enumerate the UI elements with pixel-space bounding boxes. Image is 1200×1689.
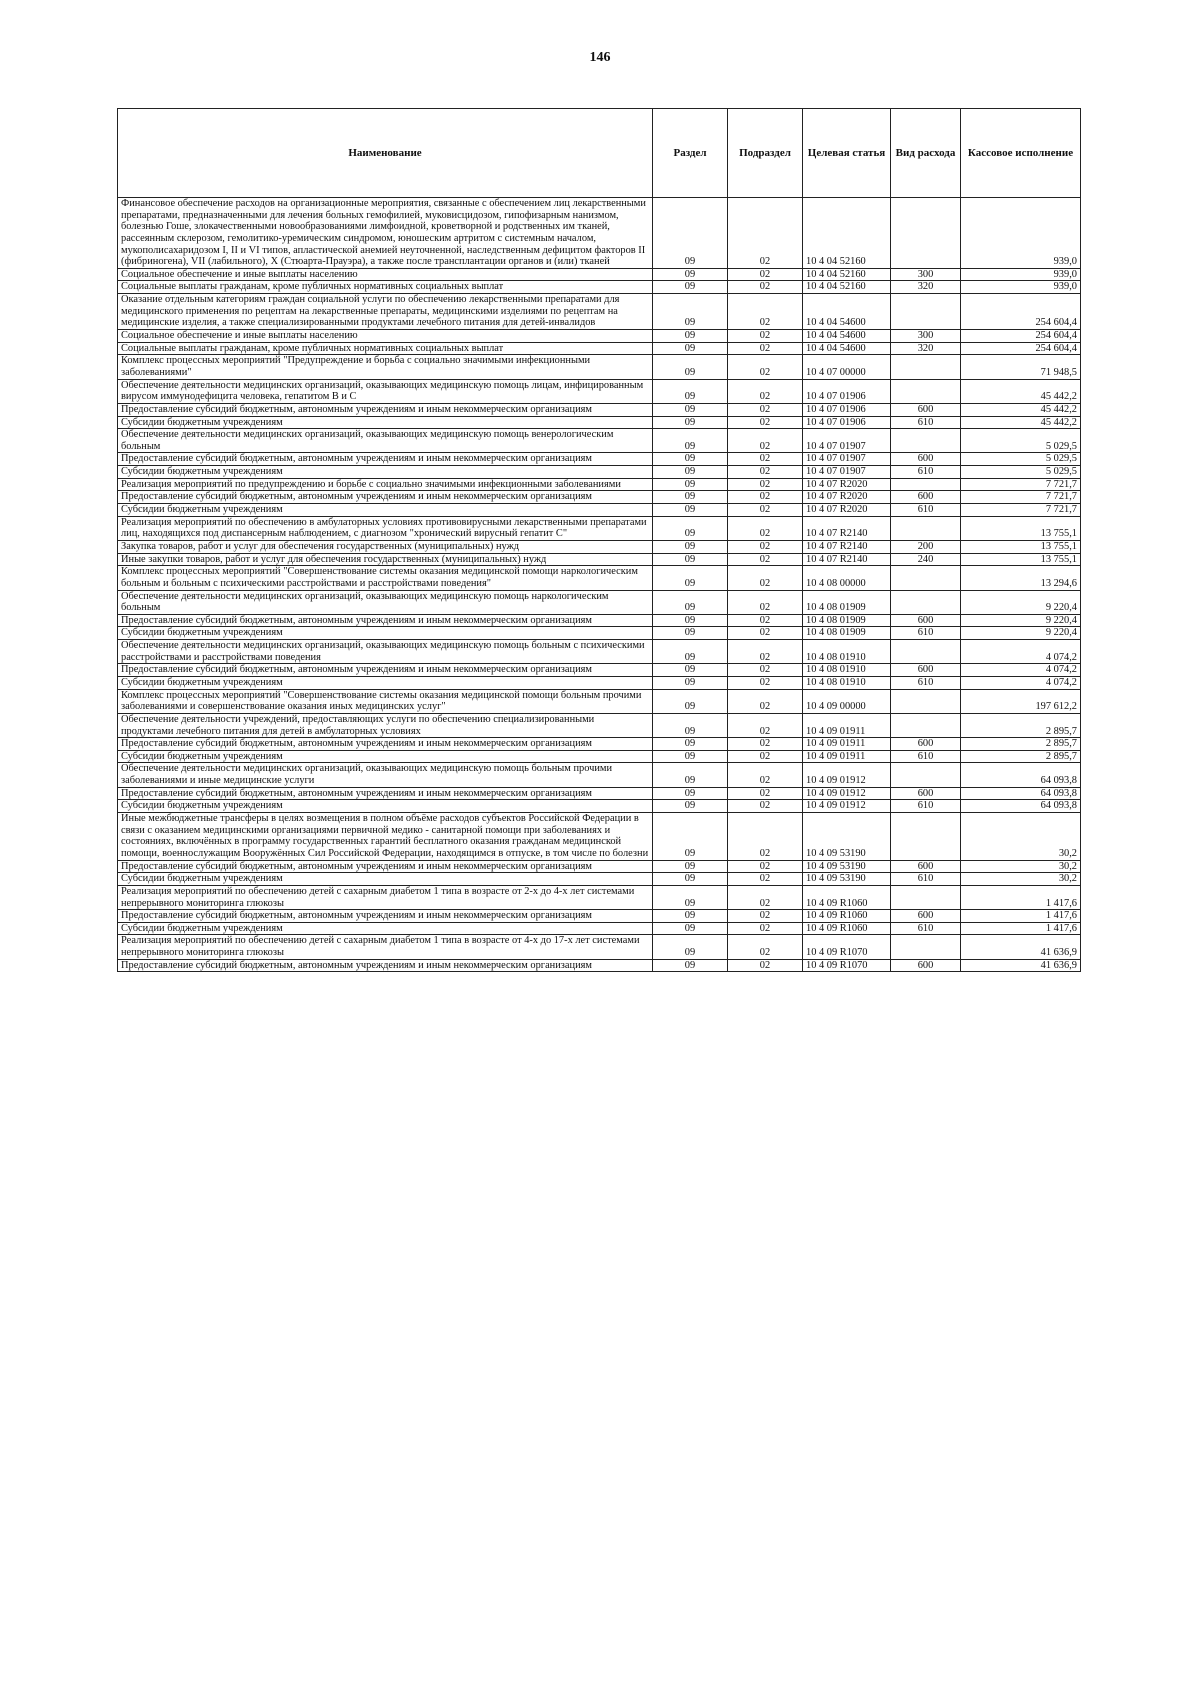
row-name: Предоставление субсидий бюджетным, автономным учреждениям и иным некоммерческим организациям bbox=[118, 614, 653, 627]
row-expense-type: 300 bbox=[891, 330, 961, 343]
row-subsection: 02 bbox=[728, 504, 803, 517]
row-target-line: 10 4 08 01910 bbox=[803, 640, 891, 664]
row-expense-type bbox=[891, 294, 961, 330]
row-section: 09 bbox=[653, 268, 728, 281]
row-expense-type bbox=[891, 689, 961, 713]
row-target-line: 10 4 09 R1070 bbox=[803, 959, 891, 972]
row-target-line: 10 4 09 01911 bbox=[803, 738, 891, 751]
table-row bbox=[118, 590, 1081, 614]
row-section: 09 bbox=[653, 763, 728, 787]
row-section: 09 bbox=[653, 294, 728, 330]
table-row bbox=[118, 750, 1081, 763]
row-expense-type: 320 bbox=[891, 281, 961, 294]
row-subsection: 02 bbox=[728, 800, 803, 813]
row-expense-type: 200 bbox=[891, 540, 961, 553]
row-subsection: 02 bbox=[728, 873, 803, 886]
table-row bbox=[118, 713, 1081, 737]
header-subsection: Подраздел bbox=[728, 109, 803, 198]
row-section: 09 bbox=[653, 416, 728, 429]
row-amount: 5 029,5 bbox=[961, 429, 1081, 453]
row-name: Комплекс процессных мероприятий "Предупреждение и борьба с социально значимыми инфекционными заболеваниями" bbox=[118, 355, 653, 379]
row-name: Закупка товаров, работ и услуг для обеспечения государственных (муниципальных) нужд bbox=[118, 540, 653, 553]
row-amount: 30,2 bbox=[961, 873, 1081, 886]
row-section: 09 bbox=[653, 800, 728, 813]
header-section: Раздел bbox=[653, 109, 728, 198]
row-amount: 13 755,1 bbox=[961, 516, 1081, 540]
row-target-line: 10 4 08 01909 bbox=[803, 614, 891, 627]
row-name: Реализация мероприятий по обеспечению в амбулаторных условиях противовирусными лекарственными препаратами лиц, находящихся под диспансерным наблюдением, с диагнозом "хронический вирусный гепатит C" bbox=[118, 516, 653, 540]
row-name: Социальное обеспечение и иные выплаты населению bbox=[118, 330, 653, 343]
row-subsection: 02 bbox=[728, 959, 803, 972]
row-target-line: 10 4 07 01906 bbox=[803, 403, 891, 416]
row-subsection: 02 bbox=[728, 379, 803, 403]
row-name: Реализация мероприятий по обеспечению детей с сахарным диабетом 1 типа в возрасте от 2-х до 4-х лет системами непрерывного мониторинга глюкозы bbox=[118, 885, 653, 909]
row-target-line: 10 4 09 53190 bbox=[803, 873, 891, 886]
row-amount: 71 948,5 bbox=[961, 355, 1081, 379]
row-subsection: 02 bbox=[728, 268, 803, 281]
row-subsection: 02 bbox=[728, 491, 803, 504]
row-subsection: 02 bbox=[728, 787, 803, 800]
row-amount: 4 074,2 bbox=[961, 664, 1081, 677]
row-target-line: 10 4 04 54600 bbox=[803, 294, 891, 330]
row-target-line: 10 4 09 53190 bbox=[803, 860, 891, 873]
row-expense-type: 600 bbox=[891, 614, 961, 627]
row-target-line: 10 4 09 R1060 bbox=[803, 885, 891, 909]
row-amount: 939,0 bbox=[961, 268, 1081, 281]
row-expense-type: 600 bbox=[891, 910, 961, 923]
row-expense-type: 610 bbox=[891, 676, 961, 689]
row-section: 09 bbox=[653, 935, 728, 959]
row-expense-type bbox=[891, 813, 961, 861]
row-subsection: 02 bbox=[728, 516, 803, 540]
table-row bbox=[118, 416, 1081, 429]
row-subsection: 02 bbox=[728, 294, 803, 330]
table-row bbox=[118, 640, 1081, 664]
table-row bbox=[118, 614, 1081, 627]
table-row bbox=[118, 935, 1081, 959]
row-subsection: 02 bbox=[728, 198, 803, 269]
row-section: 09 bbox=[653, 922, 728, 935]
header-expense-type: Вид расхода bbox=[891, 109, 961, 198]
table-row bbox=[118, 910, 1081, 923]
row-section: 09 bbox=[653, 813, 728, 861]
table-row bbox=[118, 553, 1081, 566]
header-name: Наименование bbox=[118, 109, 653, 198]
row-name: Обеспечение деятельности медицинских организаций, оказывающих медицинскую помощь лицам, инфицированным вирусом иммунодефицита человека, гепатитом B и C bbox=[118, 379, 653, 403]
row-amount: 197 612,2 bbox=[961, 689, 1081, 713]
row-name: Иные межбюджетные трансферы в целях возмещения в полном объёме расходов субъектов Российской Федерации в связи с оказанием медицинскими организациями первичной медико - санитарной помощи при заболеваниях и состояниях, включённых в программу государственных гарантий бесплатного оказания гражданам медицинской помощи, военнослужащим Вооружённых Сил Российской Федерации, находящимся в отпуске, в том числе по болезни bbox=[118, 813, 653, 861]
row-section: 09 bbox=[653, 478, 728, 491]
row-name: Обеспечение деятельности медицинских организаций, оказывающих медицинскую помощь больным прочими заболеваниями и иные медицинские услуги bbox=[118, 763, 653, 787]
row-amount: 41 636,9 bbox=[961, 935, 1081, 959]
row-target-line: 10 4 08 00000 bbox=[803, 566, 891, 590]
row-name: Субсидии бюджетным учреждениям bbox=[118, 800, 653, 813]
row-expense-type bbox=[891, 429, 961, 453]
row-amount: 4 074,2 bbox=[961, 676, 1081, 689]
row-target-line: 10 4 09 01911 bbox=[803, 750, 891, 763]
header-cash-execution: Кассовое исполнение bbox=[961, 109, 1081, 198]
row-expense-type: 600 bbox=[891, 787, 961, 800]
row-expense-type bbox=[891, 566, 961, 590]
row-section: 09 bbox=[653, 590, 728, 614]
row-section: 09 bbox=[653, 330, 728, 343]
table-row bbox=[118, 281, 1081, 294]
row-subsection: 02 bbox=[728, 453, 803, 466]
row-section: 09 bbox=[653, 379, 728, 403]
row-amount: 9 220,4 bbox=[961, 614, 1081, 627]
table-body bbox=[118, 198, 1081, 972]
table-row bbox=[118, 478, 1081, 491]
row-name: Субсидии бюджетным учреждениям bbox=[118, 922, 653, 935]
row-subsection: 02 bbox=[728, 540, 803, 553]
row-target-line: 10 4 07 R2020 bbox=[803, 504, 891, 517]
row-expense-type: 610 bbox=[891, 466, 961, 479]
row-section: 09 bbox=[653, 504, 728, 517]
row-target-line: 10 4 07 00000 bbox=[803, 355, 891, 379]
row-subsection: 02 bbox=[728, 614, 803, 627]
row-expense-type: 240 bbox=[891, 553, 961, 566]
row-amount: 13 294,6 bbox=[961, 566, 1081, 590]
row-expense-type bbox=[891, 640, 961, 664]
row-name: Социальные выплаты гражданам, кроме публичных нормативных социальных выплат bbox=[118, 281, 653, 294]
row-name: Реализация мероприятий по обеспечению детей с сахарным диабетом 1 типа в возрасте от 4-х до 17-х лет системами непрерывного мониторинга глюкозы bbox=[118, 935, 653, 959]
table-row bbox=[118, 676, 1081, 689]
row-expense-type: 610 bbox=[891, 416, 961, 429]
row-target-line: 10 4 07 R2020 bbox=[803, 478, 891, 491]
row-name: Предоставление субсидий бюджетным, автономным учреждениям и иным некоммерческим организациям bbox=[118, 787, 653, 800]
row-subsection: 02 bbox=[728, 355, 803, 379]
row-name: Субсидии бюджетным учреждениям bbox=[118, 750, 653, 763]
row-name: Реализация мероприятий по предупреждению и борьбе с социально значимыми инфекционными заболеваниями bbox=[118, 478, 653, 491]
row-section: 09 bbox=[653, 689, 728, 713]
row-name: Обеспечение деятельности медицинских организаций, оказывающих медицинскую помощь венерологическим больным bbox=[118, 429, 653, 453]
row-subsection: 02 bbox=[728, 416, 803, 429]
row-expense-type: 300 bbox=[891, 268, 961, 281]
table-row bbox=[118, 566, 1081, 590]
row-amount: 13 755,1 bbox=[961, 553, 1081, 566]
row-amount: 2 895,7 bbox=[961, 738, 1081, 751]
table-row bbox=[118, 342, 1081, 355]
row-target-line: 10 4 07 01907 bbox=[803, 453, 891, 466]
row-target-line: 10 4 09 R1070 bbox=[803, 935, 891, 959]
row-target-line: 10 4 04 54600 bbox=[803, 342, 891, 355]
row-expense-type bbox=[891, 935, 961, 959]
table-row bbox=[118, 453, 1081, 466]
row-amount: 254 604,4 bbox=[961, 330, 1081, 343]
row-section: 09 bbox=[653, 614, 728, 627]
row-expense-type: 600 bbox=[891, 403, 961, 416]
row-section: 09 bbox=[653, 355, 728, 379]
row-expense-type bbox=[891, 198, 961, 269]
row-name: Обеспечение деятельности медицинских организаций, оказывающих медицинскую помощь наркологическим больным bbox=[118, 590, 653, 614]
row-section: 09 bbox=[653, 491, 728, 504]
row-target-line: 10 4 07 01906 bbox=[803, 416, 891, 429]
row-section: 09 bbox=[653, 959, 728, 972]
row-amount: 9 220,4 bbox=[961, 590, 1081, 614]
row-section: 09 bbox=[653, 885, 728, 909]
table-row bbox=[118, 664, 1081, 677]
row-section: 09 bbox=[653, 342, 728, 355]
row-section: 09 bbox=[653, 640, 728, 664]
row-section: 09 bbox=[653, 281, 728, 294]
row-target-line: 10 4 07 R2020 bbox=[803, 491, 891, 504]
budget-execution-table bbox=[117, 108, 1081, 972]
row-amount: 45 442,2 bbox=[961, 403, 1081, 416]
row-name: Комплекс процессных мероприятий "Совершенствование системы оказания медицинской помощи больным прочими заболеваниями и совершенствование оказания иных медицинских услуг" bbox=[118, 689, 653, 713]
row-target-line: 10 4 09 53190 bbox=[803, 813, 891, 861]
row-target-line: 10 4 09 01912 bbox=[803, 763, 891, 787]
row-subsection: 02 bbox=[728, 664, 803, 677]
row-amount: 1 417,6 bbox=[961, 910, 1081, 923]
row-expense-type bbox=[891, 516, 961, 540]
row-section: 09 bbox=[653, 566, 728, 590]
row-target-line: 10 4 09 01911 bbox=[803, 713, 891, 737]
page-number: 146 bbox=[589, 50, 611, 65]
row-amount: 7 721,7 bbox=[961, 504, 1081, 517]
row-subsection: 02 bbox=[728, 627, 803, 640]
row-amount: 939,0 bbox=[961, 281, 1081, 294]
table-row bbox=[118, 268, 1081, 281]
row-amount: 30,2 bbox=[961, 860, 1081, 873]
row-expense-type: 600 bbox=[891, 491, 961, 504]
table-row bbox=[118, 516, 1081, 540]
row-name: Предоставление субсидий бюджетным, автономным учреждениям и иным некоммерческим организациям bbox=[118, 664, 653, 677]
row-target-line: 10 4 07 R2140 bbox=[803, 553, 891, 566]
row-target-line: 10 4 04 52160 bbox=[803, 268, 891, 281]
row-section: 09 bbox=[653, 664, 728, 677]
row-amount: 4 074,2 bbox=[961, 640, 1081, 664]
table-row bbox=[118, 959, 1081, 972]
table-row bbox=[118, 198, 1081, 269]
row-subsection: 02 bbox=[728, 910, 803, 923]
row-section: 09 bbox=[653, 516, 728, 540]
row-section: 09 bbox=[653, 910, 728, 923]
table-row bbox=[118, 540, 1081, 553]
row-name: Предоставление субсидий бюджетным, автономным учреждениям и иным некоммерческим организациям bbox=[118, 860, 653, 873]
row-amount: 9 220,4 bbox=[961, 627, 1081, 640]
table-row bbox=[118, 403, 1081, 416]
row-target-line: 10 4 07 R2140 bbox=[803, 540, 891, 553]
row-name: Предоставление субсидий бюджетным, автономным учреждениям и иным некоммерческим организациям bbox=[118, 910, 653, 923]
row-subsection: 02 bbox=[728, 553, 803, 566]
table-row bbox=[118, 627, 1081, 640]
row-amount: 939,0 bbox=[961, 198, 1081, 269]
row-amount: 7 721,7 bbox=[961, 478, 1081, 491]
row-name: Предоставление субсидий бюджетным, автономным учреждениям и иным некоммерческим организациям bbox=[118, 453, 653, 466]
row-amount: 2 895,7 bbox=[961, 750, 1081, 763]
row-section: 09 bbox=[653, 873, 728, 886]
row-target-line: 10 4 08 01909 bbox=[803, 627, 891, 640]
row-subsection: 02 bbox=[728, 330, 803, 343]
row-expense-type: 610 bbox=[891, 750, 961, 763]
row-expense-type bbox=[891, 478, 961, 491]
row-subsection: 02 bbox=[728, 885, 803, 909]
table-row bbox=[118, 763, 1081, 787]
row-name: Субсидии бюджетным учреждениям bbox=[118, 466, 653, 479]
row-amount: 45 442,2 bbox=[961, 379, 1081, 403]
row-expense-type bbox=[891, 379, 961, 403]
row-target-line: 10 4 09 00000 bbox=[803, 689, 891, 713]
row-section: 09 bbox=[653, 627, 728, 640]
table-row bbox=[118, 294, 1081, 330]
row-name: Субсидии бюджетным учреждениям bbox=[118, 416, 653, 429]
table-row bbox=[118, 813, 1081, 861]
row-name: Предоставление субсидий бюджетным, автономным учреждениям и иным некоммерческим организациям bbox=[118, 403, 653, 416]
row-expense-type: 610 bbox=[891, 800, 961, 813]
table-row bbox=[118, 379, 1081, 403]
row-name: Финансовое обеспечение расходов на организационные мероприятия, связанные с обеспечением лиц лекарственными препаратами, предназначенными для лечения больных гемофилией, муковисцидозом, гипофизарным нанизмом, болезнью Гоше, злокачественными новообразованиями лимфоидной, кроветворной и родственных им тканей, рассеянным склерозом, гемолитико-уремическим синдромом, юношеским артритом с системным началом, мукополисахаридозом I, II и VI типов, апластической анемией неуточненной, наследственным дефицитом факторов II (фибриногена), VII (лабильного), X (Стюарта-Прауэра), а также после трансплантации органов и (или) тканей bbox=[118, 198, 653, 269]
row-subsection: 02 bbox=[728, 689, 803, 713]
row-amount: 1 417,6 bbox=[961, 885, 1081, 909]
table-row bbox=[118, 787, 1081, 800]
table-row bbox=[118, 330, 1081, 343]
table-header-row bbox=[118, 109, 1081, 198]
row-target-line: 10 4 07 R2140 bbox=[803, 516, 891, 540]
row-target-line: 10 4 07 01907 bbox=[803, 429, 891, 453]
table-row bbox=[118, 355, 1081, 379]
row-target-line: 10 4 09 01912 bbox=[803, 787, 891, 800]
row-name: Субсидии бюджетным учреждениям bbox=[118, 676, 653, 689]
row-target-line: 10 4 08 01910 bbox=[803, 664, 891, 677]
row-target-line: 10 4 07 01907 bbox=[803, 466, 891, 479]
row-target-line: 10 4 09 R1060 bbox=[803, 922, 891, 935]
row-name: Социальные выплаты гражданам, кроме публичных нормативных социальных выплат bbox=[118, 342, 653, 355]
row-expense-type: 600 bbox=[891, 664, 961, 677]
table-row bbox=[118, 885, 1081, 909]
row-subsection: 02 bbox=[728, 750, 803, 763]
row-expense-type: 320 bbox=[891, 342, 961, 355]
row-subsection: 02 bbox=[728, 860, 803, 873]
row-subsection: 02 bbox=[728, 466, 803, 479]
table-row bbox=[118, 800, 1081, 813]
row-subsection: 02 bbox=[728, 935, 803, 959]
table-row bbox=[118, 860, 1081, 873]
row-expense-type bbox=[891, 885, 961, 909]
row-amount: 5 029,5 bbox=[961, 466, 1081, 479]
row-section: 09 bbox=[653, 540, 728, 553]
row-subsection: 02 bbox=[728, 763, 803, 787]
row-section: 09 bbox=[653, 860, 728, 873]
row-subsection: 02 bbox=[728, 640, 803, 664]
row-target-line: 10 4 04 52160 bbox=[803, 281, 891, 294]
row-subsection: 02 bbox=[728, 403, 803, 416]
row-amount: 41 636,9 bbox=[961, 959, 1081, 972]
row-target-line: 10 4 09 R1060 bbox=[803, 910, 891, 923]
row-amount: 5 029,5 bbox=[961, 453, 1081, 466]
row-amount: 64 093,8 bbox=[961, 763, 1081, 787]
row-section: 09 bbox=[653, 553, 728, 566]
row-expense-type: 600 bbox=[891, 738, 961, 751]
table-row bbox=[118, 922, 1081, 935]
row-amount: 2 895,7 bbox=[961, 713, 1081, 737]
row-name: Иные закупки товаров, работ и услуг для обеспечения государственных (муниципальных) нужд bbox=[118, 553, 653, 566]
row-target-line: 10 4 08 01910 bbox=[803, 676, 891, 689]
row-amount: 7 721,7 bbox=[961, 491, 1081, 504]
row-name: Субсидии бюджетным учреждениям bbox=[118, 873, 653, 886]
row-target-line: 10 4 07 01906 bbox=[803, 379, 891, 403]
row-name: Предоставление субсидий бюджетным, автономным учреждениям и иным некоммерческим организациям bbox=[118, 959, 653, 972]
row-name: Предоставление субсидий бюджетным, автономным учреждениям и иным некоммерческим организациям bbox=[118, 738, 653, 751]
row-amount: 13 755,1 bbox=[961, 540, 1081, 553]
row-amount: 64 093,8 bbox=[961, 787, 1081, 800]
row-subsection: 02 bbox=[728, 342, 803, 355]
row-amount: 254 604,4 bbox=[961, 294, 1081, 330]
row-expense-type bbox=[891, 355, 961, 379]
row-expense-type: 610 bbox=[891, 504, 961, 517]
row-expense-type: 600 bbox=[891, 860, 961, 873]
table-row bbox=[118, 689, 1081, 713]
table-row bbox=[118, 873, 1081, 886]
table-row bbox=[118, 504, 1081, 517]
table-row bbox=[118, 466, 1081, 479]
row-amount: 254 604,4 bbox=[961, 342, 1081, 355]
header-target-line: Целевая статья bbox=[803, 109, 891, 198]
row-section: 09 bbox=[653, 429, 728, 453]
row-target-line: 10 4 04 52160 bbox=[803, 198, 891, 269]
row-subsection: 02 bbox=[728, 813, 803, 861]
row-section: 09 bbox=[653, 466, 728, 479]
row-expense-type: 610 bbox=[891, 922, 961, 935]
row-section: 09 bbox=[653, 403, 728, 416]
row-target-line: 10 4 09 01912 bbox=[803, 800, 891, 813]
row-name: Субсидии бюджетным учреждениям bbox=[118, 627, 653, 640]
row-expense-type bbox=[891, 713, 961, 737]
row-subsection: 02 bbox=[728, 281, 803, 294]
row-expense-type: 600 bbox=[891, 453, 961, 466]
row-subsection: 02 bbox=[728, 922, 803, 935]
row-amount: 45 442,2 bbox=[961, 416, 1081, 429]
row-name: Оказание отдельным категориям граждан социальной услуги по обеспечению лекарственными препаратами для медицинского применения по рецептам на лекарственные препараты, медицинскими изделиями по рецептам на медицинские изделия, а также специализированными продуктами лечебного питания для детей-инвалидов bbox=[118, 294, 653, 330]
row-expense-type bbox=[891, 763, 961, 787]
row-name: Социальное обеспечение и иные выплаты населению bbox=[118, 268, 653, 281]
table-row bbox=[118, 429, 1081, 453]
row-target-line: 10 4 08 01909 bbox=[803, 590, 891, 614]
row-section: 09 bbox=[653, 787, 728, 800]
row-amount: 1 417,6 bbox=[961, 922, 1081, 935]
table-row bbox=[118, 491, 1081, 504]
row-section: 09 bbox=[653, 676, 728, 689]
row-subsection: 02 bbox=[728, 478, 803, 491]
row-subsection: 02 bbox=[728, 738, 803, 751]
row-section: 09 bbox=[653, 738, 728, 751]
row-subsection: 02 bbox=[728, 429, 803, 453]
row-section: 09 bbox=[653, 198, 728, 269]
row-amount: 64 093,8 bbox=[961, 800, 1081, 813]
row-expense-type: 610 bbox=[891, 627, 961, 640]
row-subsection: 02 bbox=[728, 590, 803, 614]
row-target-line: 10 4 04 54600 bbox=[803, 330, 891, 343]
row-subsection: 02 bbox=[728, 676, 803, 689]
row-name: Комплекс процессных мероприятий "Совершенствование системы оказания медицинской помощи наркологическим больным и больным с психическими расстройствами и расстройствами поведения" bbox=[118, 566, 653, 590]
table-row bbox=[118, 738, 1081, 751]
row-amount: 30,2 bbox=[961, 813, 1081, 861]
row-name: Обеспечение деятельности медицинских организаций, оказывающих медицинскую помощь больным с психическими расстройствами и расстройствами поведения bbox=[118, 640, 653, 664]
row-expense-type: 600 bbox=[891, 959, 961, 972]
row-name: Предоставление субсидий бюджетным, автономным учреждениям и иным некоммерческим организациям bbox=[118, 491, 653, 504]
row-section: 09 bbox=[653, 713, 728, 737]
row-section: 09 bbox=[653, 453, 728, 466]
row-subsection: 02 bbox=[728, 566, 803, 590]
row-expense-type bbox=[891, 590, 961, 614]
row-section: 09 bbox=[653, 750, 728, 763]
row-subsection: 02 bbox=[728, 713, 803, 737]
row-name: Субсидии бюджетным учреждениям bbox=[118, 504, 653, 517]
row-expense-type: 610 bbox=[891, 873, 961, 886]
row-name: Обеспечение деятельности учреждений, предоставляющих услуги по обеспечению специализированными продуктами лечебного питания для детей в амбулаторных условиях bbox=[118, 713, 653, 737]
